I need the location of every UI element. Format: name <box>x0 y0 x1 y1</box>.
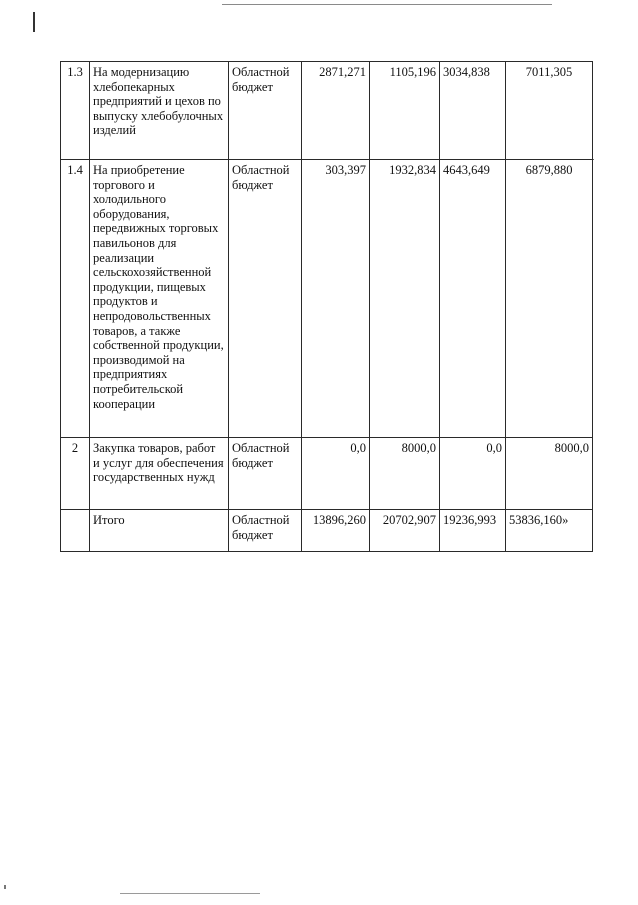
row-value-3: 19236,993 <box>440 510 506 552</box>
row-value-2: 1932,834 <box>370 160 440 438</box>
row-value-1: 0,0 <box>302 438 370 510</box>
bottom-edge-rule <box>120 893 260 894</box>
top-edge-rule <box>222 4 552 5</box>
row-source: Областной бюджет <box>229 62 302 160</box>
row-source: Областной бюджет <box>229 438 302 510</box>
row-value-total: 53836,160» <box>506 510 593 552</box>
row-value-total: 8000,0 <box>506 438 593 510</box>
row-value-3: 0,0 <box>440 438 506 510</box>
row-value-1: 13896,260 <box>302 510 370 552</box>
row-value-2: 20702,907 <box>370 510 440 552</box>
row-number <box>61 510 90 552</box>
table-row <box>61 510 593 552</box>
row-name: Итого <box>90 510 229 552</box>
table-row <box>61 62 593 160</box>
table-row <box>61 438 593 510</box>
row-value-total: 7011,305 <box>506 62 593 160</box>
row-value-3: 4643,649 <box>440 160 506 438</box>
row-number: 1.3 <box>61 62 90 160</box>
row-source: Областной бюджет <box>229 510 302 552</box>
row-value-total: 6879,880 <box>506 160 593 438</box>
row-name: На модернизацию хлебопекарных предприятий и цехов по выпуску хлебобулочных изделий <box>90 62 229 160</box>
row-value-1: 303,397 <box>302 160 370 438</box>
row-value-3: 3034,838 <box>440 62 506 160</box>
row-name: Закупка товаров, работ и услуг для обеспечения государственных нужд <box>90 438 229 510</box>
row-number: 1.4 <box>61 160 90 438</box>
scan-artifact-dot <box>4 885 6 889</box>
row-number: 2 <box>61 438 90 510</box>
row-source: Областной бюджет <box>229 160 302 438</box>
row-value-2: 1105,196 <box>370 62 440 160</box>
budget-table <box>60 61 593 552</box>
scan-artifact-mark <box>33 12 35 32</box>
row-value-2: 8000,0 <box>370 438 440 510</box>
table-row <box>61 160 593 438</box>
row-name: На приобретение торгового и холодильного оборудования, передвижных торговых павильонов для реализации сельскохозяйственной продукции, пищевых продуктов и непродовольственных товаров, а также собственной продукции, производимой на предприятиях потребительской кооперации <box>90 160 229 438</box>
row-value-1: 2871,271 <box>302 62 370 160</box>
